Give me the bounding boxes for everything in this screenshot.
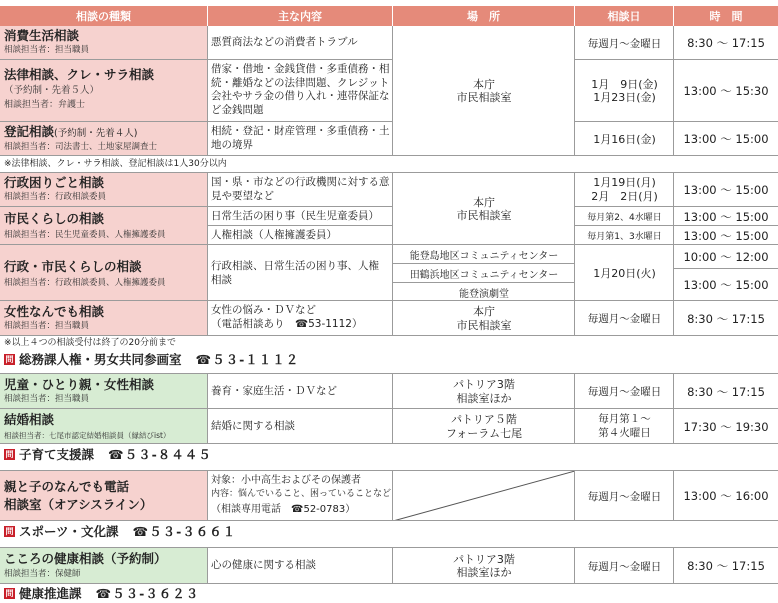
dept-mark-icon: 問 [5, 588, 14, 598]
s4-place-cell [393, 471, 575, 521]
s2-r1-date-cell [575, 173, 674, 207]
row-title-sub: (予約制・先着４人) [54, 128, 138, 139]
s5-type [0, 548, 208, 584]
dept-phone: ５３-３６６１ [149, 524, 237, 539]
s2-r4-content-cell [208, 301, 393, 336]
s1-r1-content-cell [208, 26, 393, 60]
row-staff: 相談担当者：行政相談委員、人権擁護委員 [4, 278, 166, 288]
dept-phone: ５３-３６２３ [112, 586, 200, 601]
s2-r2-type [0, 207, 208, 245]
s2-r3-place-a-cell [393, 245, 575, 264]
dept-mark-icon: 問 [5, 449, 14, 459]
s2-r2-date-a-cell [575, 207, 674, 226]
s2-r4-type [0, 301, 208, 336]
place-line-2: 相談室ほか [456, 391, 512, 405]
s5-time-cell [674, 548, 778, 584]
s5-dept [4, 584, 199, 602]
row-time: 17:30 〜 19:30 [683, 419, 769, 434]
place-line-2: 市民相談室 [456, 318, 512, 332]
s2-r2-time-b-cell [674, 226, 778, 245]
row-title: 行政・市民くらしの相談 [4, 259, 142, 274]
row-time: 8:30 〜 17:15 [687, 384, 765, 399]
s1-r2-time-cell [674, 60, 778, 122]
row-title-2: 相談室（オアシスライン） [4, 497, 153, 512]
row-title: こころの健康相談（予約制） [4, 551, 167, 566]
row-title: 行政困りごと相談 [4, 175, 105, 190]
s2-r3-type [0, 245, 208, 301]
row-time-b: 13:00 〜 15:00 [683, 228, 769, 243]
dept-name: 子育て支援課 [19, 447, 95, 462]
place-line-2: 相談室ほか [456, 566, 512, 579]
row-date: 毎週月〜金曜日 [587, 313, 662, 325]
s1-r3-type [0, 122, 208, 156]
place-line-2: 市民相談室 [456, 91, 512, 104]
s2-r4-time-cell [674, 301, 778, 336]
row-date-2: 第４火曜日 [598, 426, 651, 439]
s4-type [0, 471, 208, 521]
row-title: 消費生活相談 [4, 28, 80, 43]
dept-phone: ５３-１１１２ [212, 352, 300, 367]
row-content: 借家・借地・金銭貸借・多重債務・相続・離婚などの法律問題、クレジット会社やサラ金の借り入れ・連帯保証など金銭問題 [211, 63, 390, 116]
row-content: 心の健康に関する相談 [211, 559, 316, 571]
place-b: 田鶴浜地区コミュニティセンター [409, 270, 559, 281]
s3-r1-type [0, 374, 208, 409]
row-content-1: 対象：小中高生およびその保護者 [211, 475, 361, 486]
s1-r1-type [0, 26, 208, 60]
empty-place-diagonal [393, 471, 575, 521]
row-title: 市民くらしの相談 [4, 211, 105, 226]
row-date: 1月16日(金) [593, 133, 656, 146]
place-line-2: フォーラム七尾 [445, 426, 523, 440]
row-time-b: 13:00 〜 15:00 [683, 278, 769, 292]
row-content: 養育・家庭生活・ＤＶなど [211, 385, 337, 397]
s1-r3-date-cell [575, 122, 674, 156]
s3-r1-place-cell [393, 374, 575, 409]
s5-content-cell [208, 548, 393, 584]
s1-r2-type [0, 60, 208, 122]
dept-name: 健康推進課 [19, 586, 82, 601]
place-line-1: 本庁 [473, 77, 495, 91]
s2-r2-content-b-cell [208, 226, 393, 245]
header-content: 主な内容 [208, 6, 393, 26]
place-line-1: パトリア3階 [453, 378, 515, 391]
row-date: 1月20日(火) [593, 267, 656, 280]
row-time: 13:00 〜 15:00 [683, 183, 769, 197]
row-staff: 相談担当者：担当職員 [4, 321, 90, 331]
row-content: 行政相談、日常生活の困り事、人権相談 [211, 260, 379, 286]
s1-r3-time-cell [674, 122, 778, 156]
header-time: 時 間 [674, 6, 778, 26]
dept-phone: ５３-８４４５ [124, 447, 212, 462]
row-content-2: 内容：悩んでいること、困っていることなど [211, 489, 392, 499]
row-date-2: 2月 2日(月) [591, 190, 658, 203]
row-content: 結婚に関する相談 [211, 420, 295, 432]
row-content: 悪質商法などの消費者トラブル [211, 36, 358, 48]
s2-r4-date-cell [575, 301, 674, 336]
s1-note: ※法律相談、クレ・サラ相談、登記相談は1人30分以内 [4, 159, 227, 169]
row-content: 相続・登記・財産管理・多重債務・土地の境界 [211, 125, 390, 151]
s1-r1-time-cell [674, 26, 778, 60]
s2-r3-time-b-cell [674, 269, 778, 301]
s1-place-cell [393, 26, 575, 156]
s2-r2-content-a-cell [208, 207, 393, 226]
row-staff: 相談担当者：担当職員 [4, 394, 90, 404]
s5-place-cell [393, 548, 575, 584]
row-date: 毎週月〜金曜日 [587, 37, 662, 50]
s2-r3-time-a-cell [674, 245, 778, 269]
row-time-a: 13:00 〜 15:00 [683, 209, 769, 224]
s3-r1-date-cell [575, 374, 674, 409]
s5-date-cell [575, 548, 674, 584]
row-staff: 相談担当者：司法書士、土地家屋調査士 [4, 142, 158, 152]
s2-r4-place-cell [393, 301, 575, 336]
row-staff: 相談担当者：弁護士 [4, 100, 86, 110]
s2-r3-date-cell [575, 245, 674, 301]
row-date: 毎週月〜金曜日 [587, 560, 662, 573]
row-time: 13:00 〜 15:30 [683, 84, 769, 98]
s2-note: ※以上４つの相談受付は終了の20分前まで [4, 338, 176, 348]
s4-date-cell [575, 471, 674, 521]
row-date-a: 毎月第2、4水曜日 [587, 213, 662, 223]
s2-r1-time-cell [674, 173, 778, 207]
row-title: 法律相談、クレ・サラ相談 [4, 67, 155, 82]
s2-r1-content-cell [208, 173, 393, 207]
place-c: 能登演劇堂 [459, 288, 509, 300]
place-line-2: 市民相談室 [456, 209, 512, 222]
row-time: 13:00 〜 16:00 [683, 489, 769, 503]
dept-mark-icon: 問 [5, 526, 14, 536]
row-content-1: 女性の悩み・ＤＶなど [211, 304, 316, 316]
s3-r2-content-cell [208, 409, 393, 444]
row-date-1: 1月 9日(金) [591, 77, 658, 91]
place-line-1: パトリア3階 [453, 552, 515, 566]
row-title: 女性なんでも相談 [4, 304, 105, 319]
header-date: 相談日 [575, 6, 674, 26]
s4-content-cell [208, 471, 393, 521]
place-line-1: 本庁 [473, 305, 495, 318]
row-date-1: 1月19日(月) [593, 176, 656, 189]
place-a: 能登島地区コミュニティセンター [409, 251, 559, 262]
s2-r2-time-a-cell [674, 207, 778, 226]
row-staff: 相談担当者：七尾市認定結婚相談員（縁結びist） [4, 431, 171, 440]
row-time: 8:30 〜 17:15 [687, 559, 765, 573]
s2-r1-type [0, 173, 208, 207]
row-content-3: （相談専用電話 ☎52-0783） [211, 504, 356, 515]
s2-r2-date-b-cell [575, 226, 674, 245]
row-time: 13:00 〜 15:00 [683, 132, 769, 146]
phone-icon: ☎ [108, 447, 125, 462]
header-type: 相談の種類 [0, 6, 208, 26]
s3-r2-type [0, 409, 208, 444]
s1-r3-content-cell [208, 122, 393, 156]
row-content-2: （電話相談あり ☎53-1112） [211, 318, 363, 330]
row-staff: 相談担当者：民生児童委員、人権擁護委員 [4, 230, 166, 240]
header-place: 場 所 [393, 6, 575, 26]
row-date: 毎週月〜金曜日 [587, 490, 662, 503]
dept-mark-icon: 問 [5, 354, 14, 364]
row-time: 8:30 〜 17:15 [687, 36, 765, 50]
row-date-1: 毎月第１〜 [598, 413, 651, 425]
s3-r2-place-cell [393, 409, 575, 444]
row-staff: 相談担当者：保健師 [4, 569, 81, 579]
place-line-1: 本庁 [473, 195, 495, 209]
phone-icon: ☎ [132, 524, 150, 539]
row-content: 国・県・市などの行政機関に対する意見や要望など [211, 176, 390, 202]
s3-r1-content-cell [208, 374, 393, 409]
row-staff: 相談担当者：行政相談委員 [4, 192, 107, 202]
dept-name: スポーツ・文化課 [19, 524, 119, 539]
s3-dept [4, 445, 212, 463]
row-date-b: 毎月第1、3水曜日 [587, 232, 662, 242]
s4-time-cell [674, 471, 778, 521]
s2-r3-place-b-cell [393, 264, 575, 283]
row-time-a: 10:00 〜 12:00 [683, 250, 769, 264]
row-sub: （予約制・先着５人） [4, 85, 100, 96]
s1-r2-date-cell [575, 60, 674, 122]
s3-r2-date-cell [575, 409, 674, 444]
s2-dept [4, 350, 299, 368]
row-title: 結婚相談 [4, 412, 55, 427]
s3-r2-time-cell [674, 409, 778, 444]
s1-r1-date-cell [575, 26, 674, 60]
s2-r3-content-cell [208, 245, 393, 301]
dept-name: 総務課人権・男女共同参画室 [19, 352, 182, 367]
row-content-b: 人権相談（人権擁護委員） [211, 229, 337, 241]
row-title: 登記相談 [4, 124, 55, 139]
s2-r3-place-c-cell [393, 283, 575, 301]
row-title: 児童・ひとり親・女性相談 [4, 377, 155, 392]
s2-place-cell [393, 173, 575, 245]
s3-r1-time-cell [674, 374, 778, 409]
s1-r2-content-cell [208, 60, 393, 122]
s4-dept [4, 522, 236, 540]
phone-icon: ☎ [95, 586, 113, 601]
row-date: 毎週月〜金曜日 [587, 386, 662, 398]
row-title-1: 親と子のなんでも電話 [4, 479, 130, 494]
row-staff: 相談担当者：担当職員 [4, 45, 90, 55]
phone-icon: ☎ [195, 352, 213, 367]
row-time: 8:30 〜 17:15 [687, 311, 765, 326]
place-line-1: パトリア５階 [451, 413, 517, 426]
row-content-a: 日常生活の困り事（民生児童委員） [211, 210, 379, 222]
row-date-2: 1月23日(金) [593, 91, 656, 104]
